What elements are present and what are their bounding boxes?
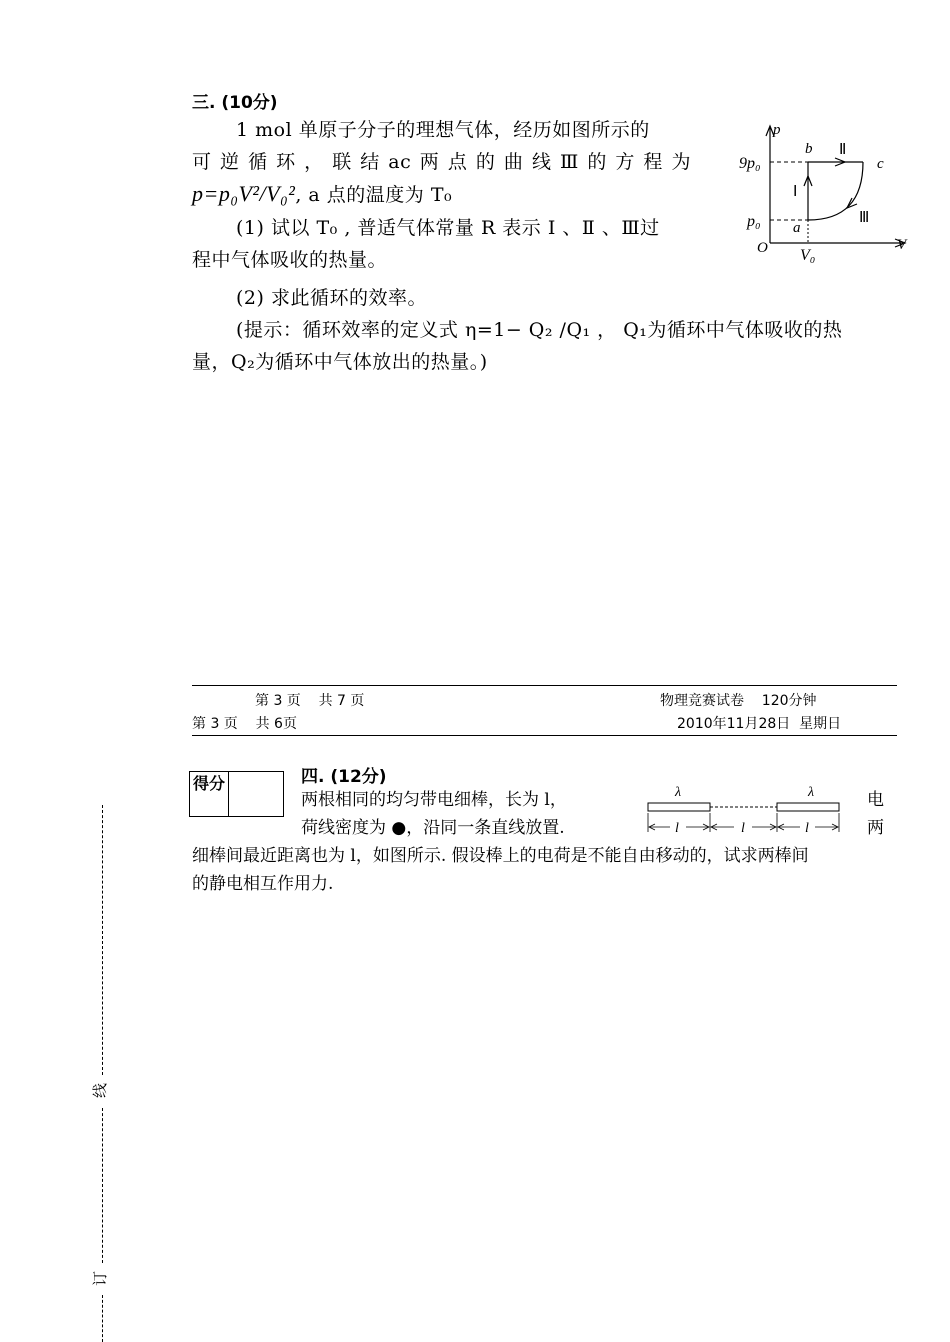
footer-bottom-rule [192,735,897,736]
gap-length-label: l [741,821,745,836]
score-box [189,771,284,817]
rod-right [777,803,839,811]
section4-line2-end: 两 [867,818,884,838]
section3-line1: 1 mol 单原子分子的理想气体，经历如图所示的 [236,119,650,141]
score-entry-cell[interactable] [229,772,283,816]
question1-line2: 程中气体吸收的热量。 [192,249,388,271]
pv-cycle-diagram [735,118,915,268]
process-1-label: Ⅰ [793,184,798,200]
rod-left-length-label: l [675,821,679,836]
charged-rods-diagram [640,780,850,840]
section3-line3 [192,178,452,211]
a-temperature-text: , a 点的温度为 T₀ [295,184,453,206]
p-low-label: p₀ [747,213,761,230]
p-axis-label: p [773,122,781,138]
section4-line1: 两根相同的均匀带电细棒，长为 l， [301,790,567,810]
v-axis-label: V [897,237,907,253]
process-3-label: Ⅲ [859,210,870,226]
hint-line1: (提示：循环效率的定义式 η=1− Q₂ /Q₁ ， Q₁为循环中气体吸收的热 [236,319,843,341]
footer-exam-title: 物理竞赛试卷 120分钟 [660,693,817,709]
origin-label: O [757,240,768,256]
question1-line1: (1) 试以 T₀ , 普适气体常量 R 表示 Ⅰ 、Ⅱ 、Ⅲ过 [236,217,660,239]
margin-label-line: 线 [91,1082,110,1099]
binding-dashed-line-mid [102,1108,103,1263]
footer-top-rule [192,685,897,686]
rod-right-length-label: l [805,821,809,836]
section4-line2: 荷线密度为 ●，沿同一条直线放置. [301,818,565,838]
score-label: 得分 [190,772,229,816]
v0-label: V₀ [800,247,816,264]
footer-date: 2010年11月28日 星期日 [677,716,842,732]
point-b-label: b [805,141,813,157]
section4-line1-end: 电 [867,790,884,810]
section3-title: 三. (10分) [192,93,278,113]
section3-line2: 可 逆 循 环 ， 联 结 ac 两 点 的 曲 线 Ⅲ 的 方 程 为 [192,151,691,173]
footer-page-bottom: 第 3 页 共 6页 [192,716,297,732]
section4-title: 四. (12分) [301,767,387,787]
lambda-left-label: λ [675,785,682,800]
footer-page-top: 第 3 页 共 7 页 [255,693,365,709]
margin-label-ding: 订 [91,1270,110,1287]
rod-left [648,803,710,811]
lambda-right-label: λ [808,785,815,800]
process-3-curve [808,162,863,220]
hint-line2: 量，Q₂为循环中气体放出的热量。) [192,351,488,373]
section4-line3: 细棒间最近距离也为 l，如图所示. 假设棒上的电荷是不能自由移动的，试求两棒间 [192,846,809,866]
p-high-label: 9p₀ [739,155,761,172]
curve3-equation: p=p₀V²/V₀² [192,181,296,206]
section4-line4: 的静电相互作用力. [192,874,334,894]
question2: (2) 求此循环的效率。 [236,287,427,309]
binding-dashed-line-bottom [102,1295,103,1342]
point-c-label: c [877,156,884,172]
binding-dashed-line-top [102,805,103,1075]
process-2-label: Ⅱ [839,142,847,158]
point-a-label: a [793,220,801,236]
